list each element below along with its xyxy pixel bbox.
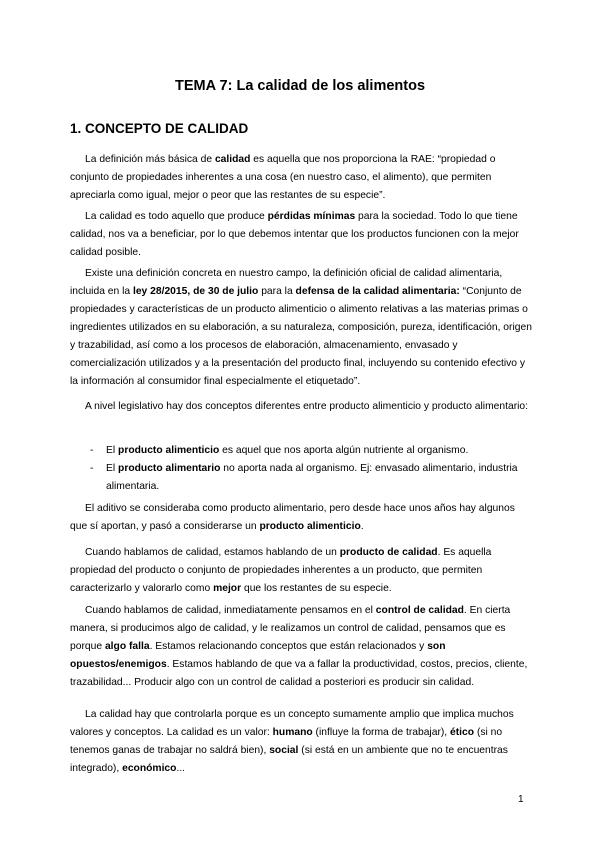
paragraph-1: La definición más básica de calidad es aquella que nos proporciona la RAE: “propiedad o conjunto de propiedades inherentes a una cosa (en nuestro caso, el alimento), que permiten apreciarla como igual, mejor o peor que las restantes de su especie”. [70,154,496,201]
paragraph-2: La calidad es todo aquello que produce pérdidas mínimas para la sociedad. Todo lo que tiene calidad, nos va a beneficiar, por lo que debemos intentar que los productos funcionen con la mejor calidad posible. [70,211,519,258]
document-title: TEMA 7: La calidad de los alimentos [174,78,426,94]
section-heading: 1. CONCEPTO DE CALIDAD [70,121,249,136]
paragraph-4: A nivel legislativo hay dos conceptos diferentes entre producto alimenticio y producto alimentario: [85,401,529,412]
document-page: TEMA 7: La calidad de los alimentos 1. CONCEPTO DE CALIDAD La definición más básica de calidad es aquella que nos proporciona la RAE: “propiedad o conjunto de propiedades inherentes a una cosa (en nuestro caso, el alimento), que permiten apreciarla como igual, mejor o peor que las restantes de su especie”. La calidad es todo aquello que produce pérdidas mínimas para la sociedad. Todo lo que tiene calidad, nos va a beneficiar, por lo que debemos intentar que los productos funcionen con la mejor calidad posible. Existe una definición concreta en nuestro campo, la definición oficial de calidad alimentaria, incluida en la ley 28/2015, de 30 de julio para la defensa de la calidad alimentaria: “Conjunto de propiedades y características de un producto alimenticio o alimento relativas a las materias primas o ingredientes utilizados en su elaboración, a su naturaleza, composición, pureza, identificación, origen y trazabilidad, así como a los procesos de elaboración, almacenamiento, envasado y comercialización utilizados y a la presentación del producto final, incluyendo su contenido efectivo y la información al consumidor final especialmente el etiquetado”. A nivel legislativo hay dos conceptos diferentes entre producto alimenticio y producto alimentario: - El producto alimenticio es aquel que nos aporta algún nutriente al organismo. - El producto alimentario no aporta nada al organismo. Ej: envasado alimentario, industria alimentaria. El aditivo se consideraba como producto alimentario, pero desde hace unos años hay algunos que sí aportan, y pasó a considerarse un producto alimenticio. Cuando hablamos de calidad, estamos hablando de un producto de calidad. Es aquella propiedad del producto o conjunto de propiedades inherentes a un producto, que permiten caracterizarlo y valorarlo como mejor que los restantes de su especie. Cuando hablamos de calidad, inmediatamente pensamos en el control de calidad. En cierta manera, si producimos algo de calidad, y le realizamos un control de calidad, pensamos que es porque algo falla. Estamos relacionando conceptos que están relacionados y son opuestos/enemigos. Estamos hablando de que va a fallar la productividad, costos, precios, cliente, trazabilidad... Producir algo con un control de calidad a posteriori es producir sin calidad. La calidad hay que controlarla porque es un concepto sumamente amplio que implica muchos valores y conceptos. La calidad es un valor: humano (influye la forma de trabajar), ético (si no tenemos ganas de trabajar no saldrá bien), social (si está en un ambiente que no te encuentras integrado), económico... 1 [0,0,600,848]
paragraph-7: Cuando hablamos de calidad, inmediatamente pensamos en el control de calidad. En cierta manera, si producimos algo de calidad, y le realizamos un control de calidad, pensamos que es porque algo falla. Estamos relacionando conceptos que están relacionados y son opuestos/enemigos. Estamos hablando de que va a fallar la productividad, costos, precios, cliente, trazabilidad... Producir algo con un control de calidad a posteriori es producir sin calidad. [70,605,528,688]
paragraph-5: El aditivo se consideraba como producto alimentario, pero desde hace unos años hay algunos que sí aportan, y pasó a considerarse un producto alimenticio. [70,503,515,532]
page-number: 1 [518,794,524,805]
paragraph-6: Cuando hablamos de calidad, estamos hablando de un producto de calidad. Es aquella propiedad del producto o conjunto de propiedades inherentes a un producto, que permiten caracterizarlo y valorarlo como mejor que los restantes de su especie. [70,547,492,594]
paragraph-3: Existe una definición concreta en nuestro campo, la definición oficial de calidad alimentaria, incluida en la ley 28/2015, de 30 de julio para la defensa de la calidad alimentaria: “Conjunto de propiedades y características de un producto alimenticio o alimento relativas a las materias primas o ingredientes utilizados en su elaboración, a su naturaleza, composición, pureza, identificación, origen y trazabilidad, así como a los procesos de elaboración, almacenamiento, envasado y comercialización utilizados y a la presentación del producto final, incluyendo su contenido efectivo y la información al consumidor final especialmente el etiquetado”. [70,268,532,387]
paragraph-8: La calidad hay que controlarla porque es un concepto sumamente amplio que implica muchos valores y conceptos. La calidad es un valor: humano (influye la forma de trabajar), ético (si no tenemos ganas de trabajar no saldrá bien), social (si está en un ambiente que no te encuentras integrado), económico... [70,709,514,774]
